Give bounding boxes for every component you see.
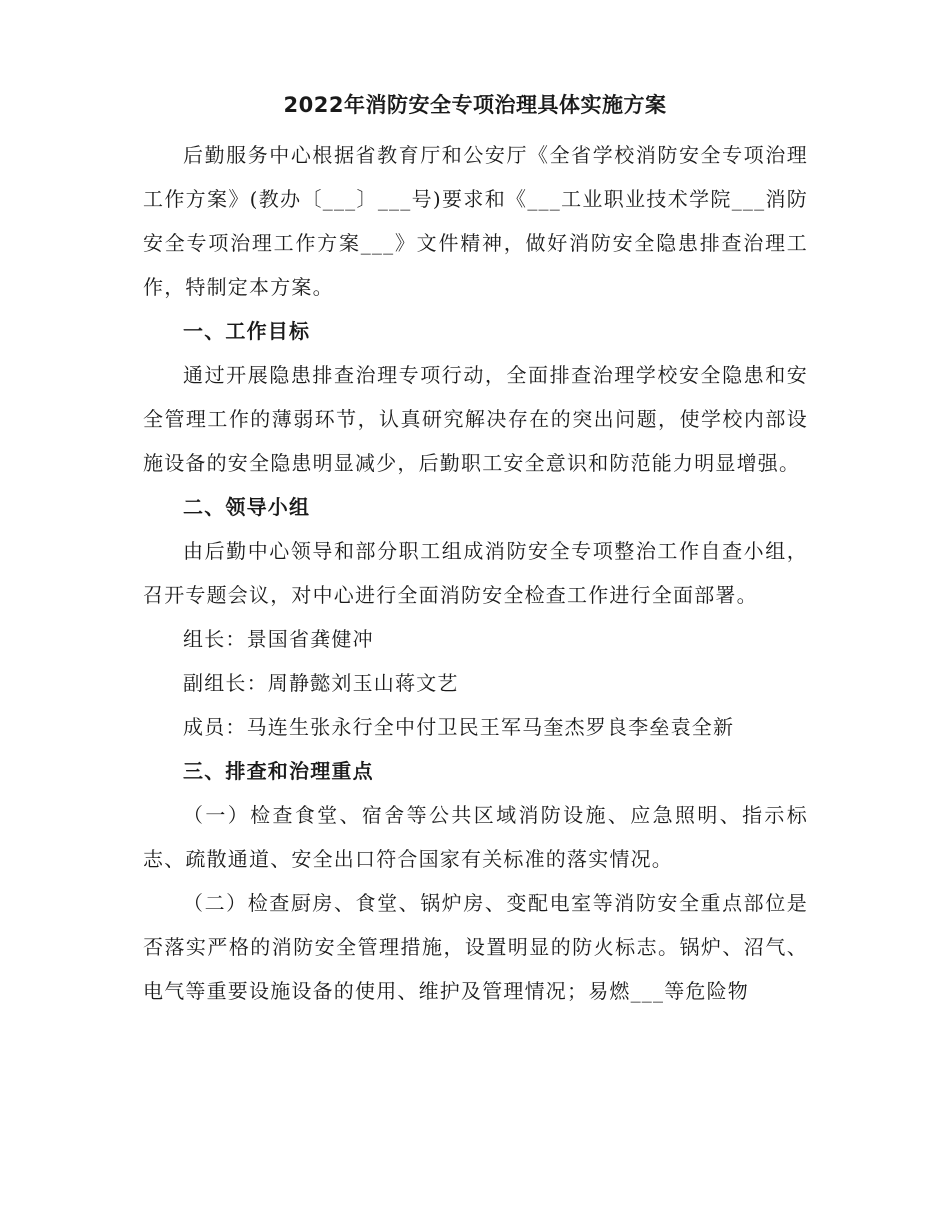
goals-paragraph: 通过开展隐患排查治理专项行动，全面排查治理学校安全隐患和安全管理工作的薄弱环节，认真研究解决存在的突出问题，使学校内部设施设备的安全隐患明显减少，后勤职工安全意识和防范能力明显增强。 (143, 363, 808, 475)
section-heading-goals: 一、工作目标 (183, 319, 311, 343)
focus-item-2: （二）检查厨房、食堂、锅炉房、变配电室等消防安全重点部位是否落实严格的消防安全管理措施，设置明显的防火标志。锅炉、沼气、电气等重要设施设备的使用、维护及管理情况；易燃___等危险物 (143, 891, 808, 1003)
group-leader-line: 组长：景国省龚健冲 (183, 627, 374, 651)
intro-paragraph: 后勤服务中心根据省教育厅和公安厅《全省学校消防安全专项治理工作方案》(教办〔___〕___号)要求和《___工业职业技术学院___消防安全专项治理工作方案___》文件精神，做好消防安全隐患排查治理工作，特制定本方案。 (143, 143, 808, 299)
leadership-paragraph: 由后勤中心领导和部分职工组成消防安全专项整治工作自查小组，召开专题会议，对中心进行全面消防安全检查工作进行全面部署。 (143, 539, 808, 607)
document-title: 2022年消防安全专项治理具体实施方案 (283, 93, 667, 117)
focus-item-1: （一）检查食堂、宿舍等公共区域消防设施、应急照明、指示标志、疏散通道、安全出口符合国家有关标准的落实情况。 (143, 803, 808, 871)
section-heading-leadership: 二、领导小组 (183, 495, 311, 519)
document-body (143, 133, 808, 1013)
members-line: 成员：马连生张永行全中付卫民王军马奎杰罗良李垒袁全新 (183, 715, 735, 739)
deputy-leader-line: 副组长：周静懿刘玉山蒋文艺 (183, 671, 459, 695)
section-heading-focus: 三、排查和治理重点 (183, 759, 374, 783)
